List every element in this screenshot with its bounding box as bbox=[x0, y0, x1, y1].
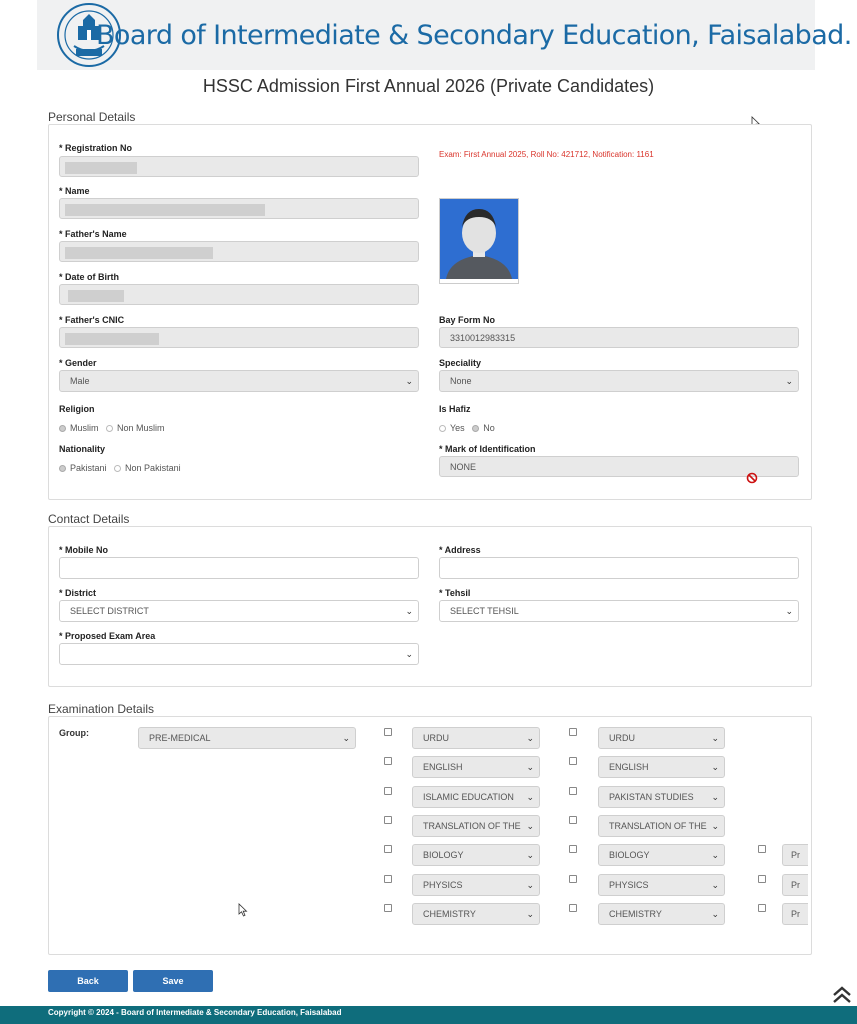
nationality-non-pakistani-radio[interactable] bbox=[114, 465, 121, 472]
hafiz-no-label: No bbox=[483, 423, 495, 433]
subject-select-b[interactable] bbox=[598, 727, 725, 749]
exam-info-text: Exam: First Annual 2025, Roll No: 421712, Notification: 1161 bbox=[439, 150, 654, 159]
bay-form-label: Bay Form No bbox=[439, 315, 496, 325]
speciality-value: None bbox=[450, 376, 472, 386]
nationality-label: Nationality bbox=[59, 444, 106, 454]
subject-select-b[interactable] bbox=[598, 756, 725, 778]
subject-checkbox[interactable] bbox=[384, 816, 392, 824]
subject-select-a-value: ENGLISH bbox=[423, 762, 463, 772]
hafiz-yes-radio[interactable] bbox=[439, 425, 446, 432]
chevron-down-icon: ⌄ bbox=[526, 762, 534, 772]
chevron-down-icon: ⌄ bbox=[711, 909, 719, 919]
practical-checkbox[interactable] bbox=[758, 875, 766, 883]
chevron-down-icon: ⌄ bbox=[405, 376, 413, 386]
chevron-down-icon: ⌄ bbox=[526, 850, 534, 860]
practical-field-value: Pr bbox=[791, 850, 800, 860]
subject-checkbox[interactable] bbox=[569, 845, 577, 853]
religion-muslim-radio[interactable] bbox=[59, 425, 66, 432]
subject-select-a[interactable] bbox=[412, 903, 540, 925]
hafiz-options bbox=[439, 423, 495, 433]
gender-value: Male bbox=[70, 376, 90, 386]
chevron-down-icon: ⌄ bbox=[711, 821, 719, 831]
chevron-down-icon: ⌄ bbox=[342, 733, 350, 743]
religion-muslim-label: Muslim bbox=[70, 423, 99, 433]
chevron-down-icon: ⌄ bbox=[711, 880, 719, 890]
subject-select-b[interactable] bbox=[598, 874, 725, 896]
subject-select-b-value: CHEMISTRY bbox=[609, 909, 662, 919]
father-cnic-label: * Father's CNIC bbox=[59, 315, 125, 325]
nationality-pakistani-label: Pakistani bbox=[70, 463, 107, 473]
speciality-select[interactable] bbox=[439, 370, 799, 392]
page-title: HSSC Admission First Annual 2026 (Private Candidates) bbox=[202, 76, 655, 96]
personal-details-panel bbox=[48, 124, 812, 500]
chevron-down-icon: ⌄ bbox=[526, 792, 534, 802]
footer-copyright: Copyright © 2024 - Board of Intermediate & Secondary Education, Faisalabad bbox=[48, 1008, 342, 1017]
board-title: Board of Intermediate & Secondary Education, Faisalabad. bbox=[96, 20, 852, 51]
name-field bbox=[59, 198, 419, 219]
mobile-input[interactable] bbox=[59, 557, 419, 579]
subject-select-a-value: PHYSICS bbox=[423, 880, 463, 890]
speciality-label: Speciality bbox=[439, 358, 482, 368]
subject-select-a[interactable] bbox=[412, 844, 540, 866]
subject-select-a-value: ISLAMIC EDUCATION bbox=[423, 792, 514, 802]
subject-select-a[interactable] bbox=[412, 756, 540, 778]
subject-checkbox[interactable] bbox=[569, 875, 577, 883]
district-select[interactable] bbox=[59, 600, 419, 622]
group-label: Group: bbox=[59, 728, 89, 738]
address-label: * Address bbox=[439, 545, 481, 555]
back-button[interactable]: Back bbox=[48, 970, 128, 992]
mobile-label: * Mobile No bbox=[59, 545, 108, 555]
registration-label: * Registration No bbox=[59, 143, 133, 153]
nationality-options bbox=[59, 463, 181, 473]
subject-checkbox[interactable] bbox=[569, 757, 577, 765]
save-button[interactable]: Save bbox=[133, 970, 213, 992]
father-name-field bbox=[59, 241, 419, 262]
subject-select-b[interactable] bbox=[598, 903, 725, 925]
district-label: * District bbox=[59, 588, 97, 598]
group-value: PRE-MEDICAL bbox=[149, 733, 211, 743]
gender-label: * Gender bbox=[59, 358, 97, 368]
hafiz-yes-label: Yes bbox=[450, 423, 465, 433]
practical-checkbox[interactable] bbox=[758, 904, 766, 912]
practical-field[interactable] bbox=[782, 844, 808, 866]
dob-label: * Date of Birth bbox=[59, 272, 120, 282]
religion-label: Religion bbox=[59, 404, 95, 414]
subject-checkbox[interactable] bbox=[569, 904, 577, 912]
practical-field[interactable] bbox=[782, 903, 808, 925]
gender-select[interactable] bbox=[59, 370, 419, 392]
subject-select-a[interactable] bbox=[412, 815, 540, 837]
hafiz-label: Is Hafiz bbox=[439, 404, 471, 414]
practical-field-value: Pr bbox=[791, 909, 800, 919]
practical-field[interactable] bbox=[782, 874, 808, 896]
religion-non-muslim-label: Non Muslim bbox=[117, 423, 165, 433]
chevron-down-icon: ⌄ bbox=[526, 909, 534, 919]
subject-select-a[interactable] bbox=[412, 727, 540, 749]
subject-select-b[interactable] bbox=[598, 786, 725, 808]
chevron-down-icon: ⌄ bbox=[785, 376, 793, 386]
chevron-down-icon: ⌄ bbox=[405, 606, 413, 616]
religion-options bbox=[59, 423, 165, 433]
exam-area-select[interactable] bbox=[59, 643, 419, 665]
subject-checkbox[interactable] bbox=[384, 728, 392, 736]
chevron-down-icon: ⌄ bbox=[711, 733, 719, 743]
name-label: * Name bbox=[59, 186, 90, 196]
dob-field bbox=[59, 284, 419, 305]
bay-form-field: 3310012983315 bbox=[439, 327, 799, 348]
exam-area-label: * Proposed Exam Area bbox=[59, 631, 156, 641]
father-name-label: * Father's Name bbox=[59, 229, 127, 239]
subject-checkbox[interactable] bbox=[384, 845, 392, 853]
personal-details-heading: Personal Details bbox=[48, 110, 136, 124]
subject-checkbox[interactable] bbox=[569, 787, 577, 795]
no-entry-icon bbox=[746, 471, 758, 489]
tehsil-label: * Tehsil bbox=[439, 588, 471, 598]
chevron-down-icon: ⌄ bbox=[711, 850, 719, 860]
address-input[interactable] bbox=[439, 557, 799, 579]
nationality-pakistani-radio[interactable] bbox=[59, 465, 66, 472]
subject-select-a[interactable] bbox=[412, 786, 540, 808]
tehsil-value: SELECT TEHSIL bbox=[450, 606, 519, 616]
subject-select-a-value: TRANSLATION OF THE bbox=[423, 821, 521, 831]
subject-checkbox[interactable] bbox=[384, 757, 392, 765]
subject-checkbox[interactable] bbox=[569, 816, 577, 824]
father-cnic-field bbox=[59, 327, 419, 348]
subject-select-b[interactable] bbox=[598, 844, 725, 866]
subject-select-b-value: BIOLOGY bbox=[609, 850, 650, 860]
chevron-down-icon: ⌄ bbox=[785, 606, 793, 616]
subject-select-b-value: ENGLISH bbox=[609, 762, 649, 772]
religion-non-muslim-radio[interactable] bbox=[106, 425, 113, 432]
candidate-photo bbox=[439, 198, 519, 284]
practical-field-value: Pr bbox=[791, 880, 800, 890]
subject-select-b-value: PAKISTAN STUDIES bbox=[609, 792, 694, 802]
mouse-cursor-icon bbox=[238, 903, 248, 922]
subject-select-a-value: BIOLOGY bbox=[423, 850, 464, 860]
chevron-down-icon: ⌄ bbox=[405, 649, 413, 659]
exam-details-heading: Examination Details bbox=[48, 702, 155, 716]
contact-details-heading: Contact Details bbox=[48, 512, 130, 526]
district-value: SELECT DISTRICT bbox=[70, 606, 149, 616]
subject-select-b-value: PHYSICS bbox=[609, 880, 649, 890]
practical-checkbox[interactable] bbox=[758, 845, 766, 853]
subject-select-a[interactable] bbox=[412, 874, 540, 896]
subject-select-a-value: URDU bbox=[423, 733, 449, 743]
tehsil-select[interactable] bbox=[439, 600, 799, 622]
subject-checkbox[interactable] bbox=[384, 787, 392, 795]
subject-checkbox[interactable] bbox=[569, 728, 577, 736]
chevron-down-icon: ⌄ bbox=[526, 880, 534, 890]
registration-field bbox=[59, 156, 419, 177]
hafiz-no-radio[interactable] bbox=[472, 425, 479, 432]
mark-label: * Mark of Identification bbox=[439, 444, 536, 454]
nationality-non-pakistani-label: Non Pakistani bbox=[125, 463, 181, 473]
subject-select-b-value: URDU bbox=[609, 733, 635, 743]
subject-checkbox[interactable] bbox=[384, 875, 392, 883]
subject-select-b[interactable] bbox=[598, 815, 725, 837]
chevron-down-icon: ⌄ bbox=[526, 733, 534, 743]
chevron-down-icon: ⌄ bbox=[711, 792, 719, 802]
chevron-down-icon: ⌄ bbox=[711, 762, 719, 772]
subject-select-b-value: TRANSLATION OF THE bbox=[609, 821, 707, 831]
subject-select-a-value: CHEMISTRY bbox=[423, 909, 476, 919]
subject-checkbox[interactable] bbox=[384, 904, 392, 912]
mark-field[interactable]: NONE bbox=[439, 456, 799, 477]
group-select[interactable] bbox=[138, 727, 356, 749]
chevron-down-icon: ⌄ bbox=[526, 821, 534, 831]
